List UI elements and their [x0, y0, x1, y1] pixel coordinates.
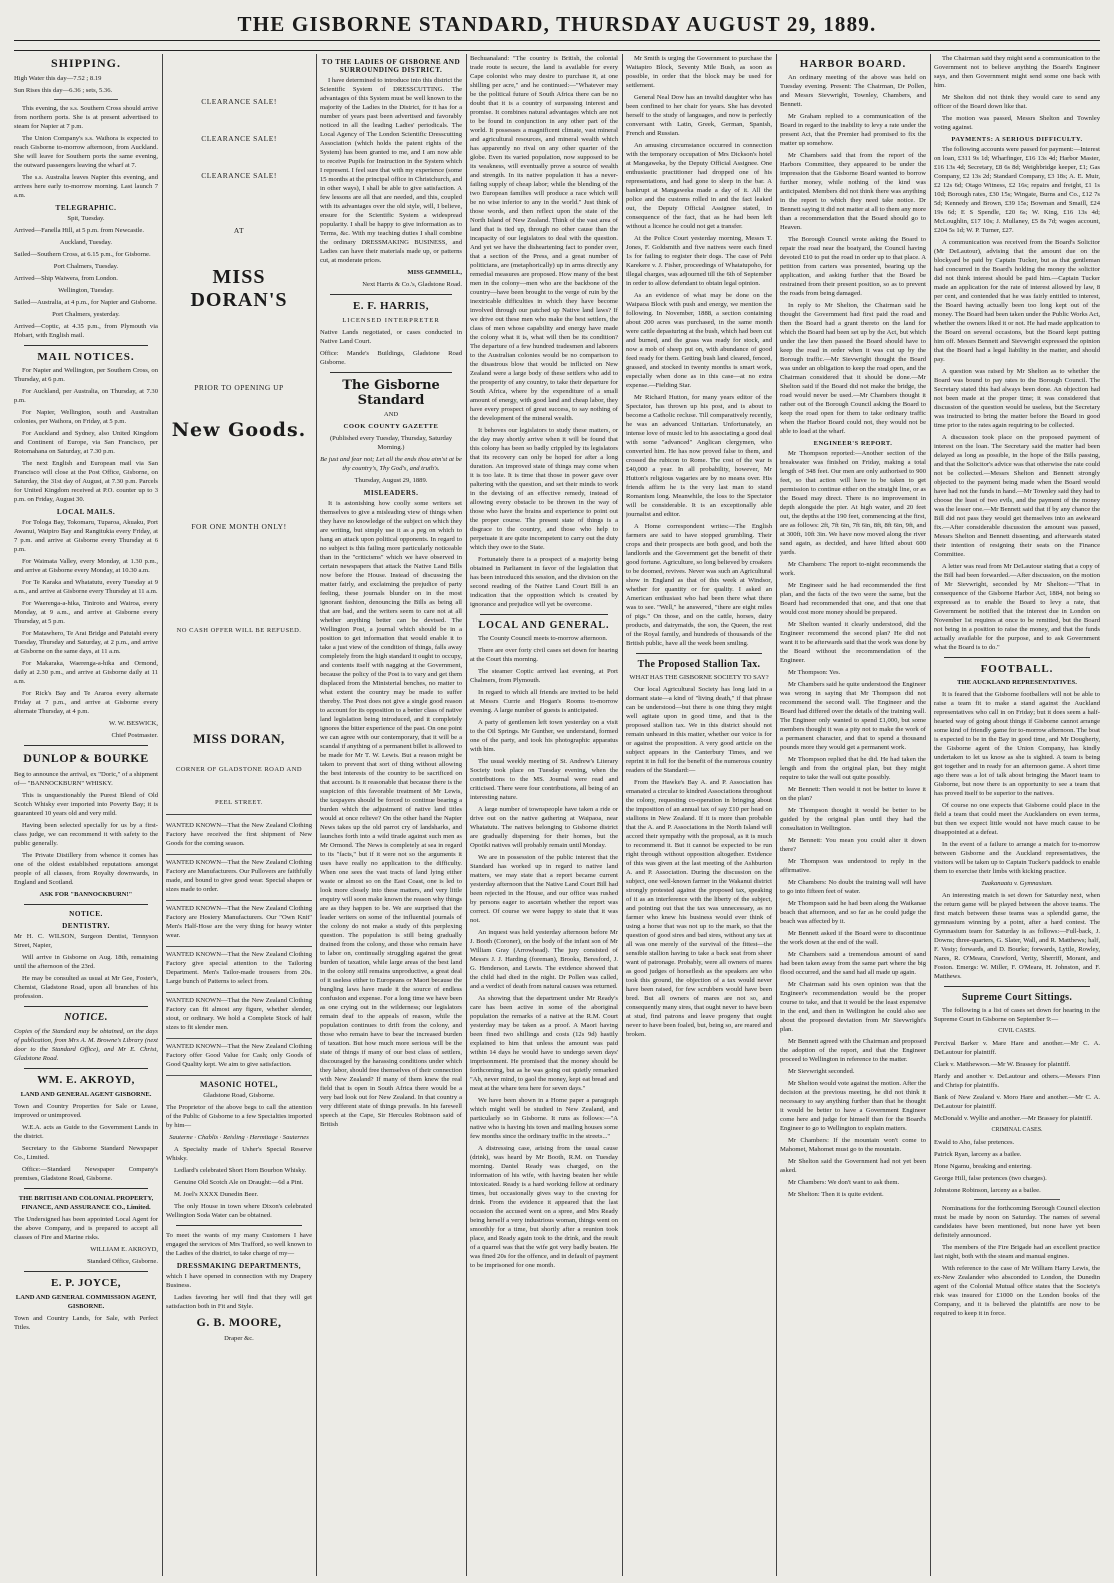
divider — [24, 745, 148, 746]
criminal-cases-heading: CRIMINAL CASES. — [991, 1127, 1043, 1133]
harbor-para: Mr Chambers: If the mountain won't come to Mahomet, Mahomet must go to the mountain. — [780, 1137, 926, 1153]
masonic-para: Genuine Old Scotch Ale on Draught:—6d a Pint. — [174, 1179, 304, 1186]
miss-doran-title: MISS DORAN'S — [190, 266, 288, 311]
telegraphic-item: Arrived—Fanella Hill, at 5 p.m. from Newcastle. — [14, 227, 145, 234]
divider — [944, 657, 1090, 658]
akroyd-para: W.E.A. acts as Guide to the Government Lands in the district. — [14, 1124, 158, 1140]
masonic-address: Gladstone Road, Gisborne. — [203, 1092, 275, 1099]
clothing-ad — [166, 993, 312, 1039]
criminal-case: Patrick Ryan, larceny as a bailee. — [934, 1151, 1022, 1158]
akroyd-heading: WM. E. AKROYD, — [37, 1074, 135, 1086]
dress-para: To meet the wants of my many Customers I have engaged the services of Mrs Trafford, so well known to the Ladies of the district, to take charge of my— — [166, 1232, 312, 1257]
peel-text: PEEL STREET. — [215, 799, 263, 806]
dressmaking-heading: DRESSMAKING DEPARTMENTS, — [176, 1262, 302, 1270]
standard-masthead-date: Thursday, August 29, 1889. — [354, 477, 428, 484]
harbor-para: Mr Engineer said he had recommended the first plan, and the facts of the two were the same, but the Board had recommended that one, and that one that would cost more money should be prepared. — [780, 582, 926, 616]
local-mails-heading: LOCAL MAILS. — [56, 508, 116, 516]
standard-masthead-and: AND — [383, 411, 399, 418]
harbor-para: Mr Graham replied to a communication of the Board in regard to the inability to levy a rate under the present Act, that the Premier had promised to fix the matter up somehow. — [780, 113, 926, 147]
column-divider — [622, 54, 623, 1576]
divider — [24, 345, 148, 346]
copies-para: Copies of the Standard may be obtained, on the days of publication, from Mrs A. M. Browne's Library (next door to the Standard Office), and Mr E. Christ, Gladstone Road. — [14, 1028, 158, 1062]
tide-sun: Sun Rises this day—6.36 ; sets, 5.36. — [14, 87, 113, 94]
football-para: It is feared that the Gisborne footballers will not be able to raise a team fit to make a stand against the Auckland representatives who call in on Friday; but it does seem a half-hearted way of going about things if Gisborne cannot arrange some kind of friendly game for to-morrow afternoon. The boat is expected to be in the Bay in good time, and Mr Dougherty, the Gisborne agent of the Union Company, has kindly undertaken to let us know as she is sighted. A team is being got together and in ready for an afternoon game. A short time ago there was a lot of talk about bringing the Maori team to Gisborne, but now there is an opportunity to see a team that has proved itself to be superior to the natives. — [934, 691, 1100, 797]
gymnasium-para: An interesting match is set down for Saturday next, when the return game will be played between the above teams. The first match between these teams was a splendid game, the gymnasium winning by a point, after a hard contest. The Gymnasium team for Saturday is as follows:—Full-back, J. Downs; three-quarters, G. Slater, Wall, and R. Matthews; half, F. Vesty; forwards, and D. Bourke; forwards, Lyttle, Rowley, Nares, R. O'Meara, Crawford, Verity, Sherriff, Morant, and Foston. Emergs: W. Miller, F. O'Meara, H. Johnston, and F. Matthews. — [934, 892, 1100, 980]
dunlop-para: This is unquestionably the Purest Blend of Old Scotch Whisky ever imported into Poverty Bay; it is guaranteed 10 years old and very mild. — [14, 792, 158, 817]
akroyd-para: Secretary to the Gisborne Standard Newspaper Co., Limited. — [14, 1145, 158, 1161]
local-general-heading: LOCAL AND GENERAL. — [478, 620, 610, 631]
harbor-para: Mr Chambers said he quite understood the Engineer was wrong in saying that Mr Thompson did not recommend the second wall. The Engineer and the Board had differed over the details of the training wall. The Engineer only wanted to spend £1,000, but some members thought it was a pity not to make the work of a permanent character, and that to spend a thousand pounds more they would get a permanent work. — [780, 681, 926, 751]
divider — [24, 1068, 148, 1069]
masonic-para: A Specialty made of Usher's Special Reserve Whisky. — [166, 1146, 312, 1162]
local-mail-para: For Rick's Bay and Te Araroa every alternate Friday at 7 p.m., and arrive at Gisborne every alternate Thursday, at 4 p.m. — [14, 690, 158, 715]
harbor-para: Mr Thompson said he had been along the Waikanae beach that afternoon, and so far as he could judge the beach was affected by it. — [780, 900, 926, 925]
divider — [330, 294, 452, 295]
one-month-text: FOR ONE MONTH ONLY! — [191, 522, 287, 531]
local-item: As showing that the department under Mr Ready's care has been active in some of the aboriginal population the remarks of a native at the R.M. Court yesterday may be taken as a proof. A Maori having been fined two shillings and costs (12s 9d) hastily explained to him that unless the amount was paid within 14 days he would have to undergo seven days' imprisonment. He promised that the money should be forthcoming, but as he was going out quietly remarked "Ah, never mind, to gaol the money, kept eat bread and meat at the whare tera here for seven days." — [470, 995, 618, 1092]
stallion-para: From the Hawke's Bay A. and P. Association has emanated a circular to kindred Associations throughout the colony, requesting co-operation in bringing about the imposition of an annual tax of say £10 per head on stallions in New Zealand. If it is more than probable that the A. and P. Associations in the North Island will accord their sympathy with the proposal, as it is much to recommend it. But it cannot be expected to be run right through without opposition altogether. Evidence of this was given at the last meeting of the Ashburton A. and P. Association. During the discussion on the subject, one well-known farmer in the Wakanui district strongly protested against the proposed tax, speaking of it as an interference with the liberty of the subject, and pointing out that the tax was unnecessary, as no farmer who knew his business would ever think of using a horse that was not up to the mark, so that the question of good sires and bad sires, without any tax at all was one merely of the survival of the fittest—the sensible stallion having to take a back seat from sheer want of patronage. Probably, were all owners of mares as good judges of horseflesh as the speakers are who took this ground, the objection of a tax would never have been raised, for few scrubbers would have been bred. But all owners of mares are not so, and consequently many sires, that ought never to have been at stud, find patrons and leave progeny that ought never to have been foaled, but, being so, are reared and broken. — [626, 779, 772, 1038]
wilson-para: Mr H. C. WILSON, Surgeon Dentist, Tennyson Street, Napier, — [14, 933, 158, 949]
mail-para: The next English and European mail via San Francisco will close at the Post Office, Gisborne, on Saturday, the 31st day of August, at 7.30 p.m. Parcels for United Kingdom received at P.O. counter up to 3 p.m. on Friday, August 30. — [14, 460, 158, 503]
harbor-para: Mr Shelton wanted it clearly understood, did the Engineer recommend the second plan? He did not want it to be afterwards said that the work was done by the Board without the recommendation of the Engineer. — [780, 621, 926, 664]
bnc-heading: THE BRITISH AND COLONIAL PROPERTY, FINANCE, AND ASSURANCE CO., Limited. — [18, 1195, 154, 1211]
telegraphic-item: Sailed—Australia, at 4 p.m., for Napier and Gisborne. — [14, 299, 157, 306]
column-4 — [470, 54, 618, 1574]
clothing-ad — [166, 901, 312, 947]
harbor-board-heading: HARBOR BOARD. — [799, 58, 907, 70]
standard-masthead-motto: Be just and fear not; Let all the ends thou aim'st at be thy country's, Thy God's, and truth's. — [320, 456, 462, 472]
tide-high: High Water this day—7.52 ; 8.19 — [14, 75, 102, 82]
court-case: McDonald v. Wyllie and another.—Mr Brassey for plaintiff. — [934, 1115, 1093, 1122]
harbor-para: Mr Chambers: No doubt the training wall will have to go into fifteen feet of water. — [780, 879, 926, 895]
dunlop-para: The Private Distillery from whence it comes has one of the oldest established reputations amongst people of all classes, from Royalty downwards, in England and Scotland. — [14, 852, 158, 886]
harbor-cont-para: The Chairman said they might send a communication to the Government not to believe anything the Board's Engineer says, and then Government might send some one back with him. — [934, 55, 1100, 89]
shipping-para: The s.s. Australia leaves Napier this evening, and arrives here early to-morrow morning. Last launch 7 a.m. — [14, 174, 158, 199]
divider — [24, 1006, 148, 1007]
telegraphic-item: Arrived—Coptic, at 4.35 p.m., from Plymouth via Hobart, with English mail. — [14, 323, 158, 339]
news-para: A Home correspondent writes:—The English farmers are said to have stopped grumbling. Their crops and their prospects are both good, and both the landlords and the Government get the benefit of their good fortune. Agriculture, so long believed by croakers to be doomed, revives. Never was such an Agricultural show in England as that of this week at Windsor, whether for quantity or for quality. I asked an American enthusiast who had been there what there was to see. "Well," he answered, "there are eight miles of pigs." On those, and on the cattle, horses, dairy products, and dairymaids, the son, the Queen, the rest of the Royal family, and hundreds of thousands of the British public, have all the week been smiling. — [626, 523, 772, 647]
divider — [24, 1271, 148, 1272]
harbor-para: Mr Chairman said his own opinion was that the Engineer's recommendation would be the proper course to take, and that it would be the least expensive in the end, and then in Wellington he could also see about the proposed deviation from Mr Sievwright's plan. — [780, 981, 926, 1033]
dress-para: which I have opened in connection with my Drapery Business. — [166, 1273, 312, 1289]
column-divider — [316, 54, 317, 1576]
mail-para: For Napier and Wellington, per Southern Cross, on Thursday, at 6 p.m. — [14, 367, 158, 383]
column-7 — [934, 54, 1100, 1574]
shipping-para: This evening, the s.s. Southern Cross should arrive from northern ports. She is at present advertised to steam for Napier at 7 p.m. — [14, 105, 158, 130]
dentistry-heading: DENTISTRY. — [62, 922, 110, 930]
harbor-para: Mr Chambers said a tremendous amount of sand had been taken away from the same part where the big flood occurred, and the sand had all made up again. — [780, 951, 926, 976]
article-para: Fortunately there is a prospect of a majority being obtained in Parliament in favor of the legislation that has been introduced this session, and the division on the second reading of the Native Land Court Bill is an indication that the opposition which is created by ignorance and prejudice will yet be overcome. — [470, 556, 618, 608]
shipping-heading: SHIPPING. — [50, 56, 121, 70]
divider — [636, 653, 762, 654]
criminal-case: Johnstone Robinson, larceny as a bailee. — [934, 1187, 1041, 1194]
harbor-para: Mr Chambers: We don't want to ask them. — [788, 1179, 900, 1186]
local-item: A party of gentlemen left town yesterday on a visit to the Oil Springs. Mr Gunther, we understand, formed one of the party, and took his photographic apparatus with him. — [470, 719, 618, 753]
news-para: Mr Smith is urging the Government to purchase the Waitapiro Block, Seventy Mile Bush, as soon as possible, in order that the block may be used for settlement. — [626, 55, 772, 89]
payments-para: A question was raised by Mr Shelton as to whether the Board was bound to pay rates to the Borough Council. The Secretary stated this had always been done. An objection had not been made at the proper time; it was considered that discussion of the question would be useless, but the Secretary was instructed to bring the matter before the Board in good time prior to the rates again requiring to be collected. — [934, 368, 1100, 429]
harris-para: Office: Mande's Buildings, Gladstone Road Gisborne. — [320, 350, 462, 366]
civil-cases-heading: CIVIL CASES. — [998, 1028, 1036, 1034]
news-para: Nominations for the forthcoming Borough Council election must be made by noon on Saturday. The names of several candidates have been mentioned, but none have yet been definitely announced. — [934, 1205, 1100, 1239]
harbor-para: Mr Chambers: The report to-night recommends the work. — [780, 561, 926, 577]
clothing-ad — [166, 1039, 312, 1076]
harbor-para: Mr Shelton: Then it is quite evident. — [788, 1191, 884, 1198]
column-6 — [780, 54, 926, 1574]
harbor-para: Mr Shelton said the Government had not yet been asked. — [780, 1158, 926, 1174]
clearance-sale: CLEARANCE SALE! — [201, 134, 277, 143]
harbor-cont-para: Mr Shelton did not think they would care to send any officer of the Board down like that. — [934, 94, 1100, 110]
clothing-ad-text: WANTED KNOWN—That the New Zealand Clothing Factory have received the first shipment of New Goods for the coming season. — [166, 822, 312, 847]
news-para: The members of the Fire Brigade had an excellent practice last night, both with the steam and manual engines. — [934, 1244, 1100, 1260]
harris-para: Native Lands negotiated, or cases conducted in Native Land Court. — [320, 329, 462, 345]
akroyd-para: Town and Country Properties for Sale or Lease, improved or unimproved. — [14, 1103, 158, 1119]
news-para: At the Police Court yesterday morning, Messrs T. Jones, F. Goldsmith and five natives were each fined 1s for failing to register their dogs. The case of Pehi Karekere v. J. Fisher, proceedings of Whatatupoho, for illegal charges, was adjourned till the 6th of September in order to allow defendant to obtain legal opinion. — [626, 235, 772, 287]
masonic-para: Ledlard's celebrated Short Horn Bourbon Whisky. — [174, 1167, 307, 1174]
divider — [176, 1225, 302, 1226]
harbor-para: In reply to Mr Shelton, the Chairman said he thought the Government had first paid the road and then the Board had a grant thereto on the land for which the Board had been set up by the Act, but which under the law then passed the Board should have to keep the road in order when it was cut up by the Borough traffic.—Mr Sievwright thought the Board was under an obligation to keep the road open, and the Chairman considered that it should be done.—Mr Shelton said if the Board did not make the bridge, the road would never be used.—Mr Chambers thought it rather out of the Borough Council asking the Board to keep the road open for them to take ordinary traffic when the Harbor Board could not, they would not be able to load at the wharf. — [780, 302, 926, 435]
harbor-para: Mr Bennett agreed with the Chairman and proposed the adoption of the report, and that the Engineer proceed to Wellington in reference to the matter. — [780, 1038, 926, 1063]
standard-masthead-title: The Gisborne Standard — [342, 378, 440, 408]
masonic-heading: MASONIC HOTEL, — [199, 1080, 279, 1089]
football-para: In the event of a failure to arrange a match for to-morrow between Gisborne and the Auckland representatives, the visitors will be taken up to Captain Tucker's paddock to enable them to exercise their limbs with kicking practice. — [934, 841, 1100, 875]
masthead-rule-top — [14, 40, 1100, 41]
ladies-heading: TO THE LADIES OF GISBORNE AND SURROUNDING DISTRICT. — [321, 58, 461, 74]
local-item: We have been shown in a Home paper a paragraph which might well be studied in New Zealand, and particularly so in Gisborne. It runs as follows:—"A native who is having his town and mailing houses some few months since the ordinary traffic in the streets..." — [470, 1097, 618, 1140]
akroyd-sub: LAND AND GENERAL AGENT GISBORNE. — [20, 1091, 152, 1098]
misleaders-para: It is astonishing how coolly some writers set themselves to give a misleading view of things when they have no knowledge of the subject on which they are writing, but simply use it as a peg on which to hang an attack upon political opponents. In regard to no subject is this failing more particularly noticeable than in the "criticisms" which we have observed in certain newspapers that attack the Native Land Bills now before the House. Instead of discussing the matter fairly, and exclaiming the prejudice of party feeling, these journals blunder on in the most ignorant fashion, denouncing the Bills as being all that are bad, and the writers seem to care not at all whether anything better can be devised. The Wellington Post, a journal which should be in a position to get information that would enable it to take a just view of the condition of things, falls away completely from the high standard it ought to occupy, and contents itself with nagging at the Government, because the policy of the Post is to vary and get them displaced from the Ministerial benches, no matter to what extent the country may be made to suffer thereby. The Post does not give a single good reason to account for its opposition to a better class of native land legislation being introduced, and it completely ignores the bitter experience of the past. On one point we can agree with our contemporary, that it will be a scandal if anything of a permanent billet is allowed to be made for Mr T. W. Lewis. But a reason might be taken to prevent that sort of thing without allowing the best interests of the country to be sacrificed on that account. Is it reasonable that because there is the suspicion of this favorable treatment of Mr Lewis, the taxpayers should be forced to continue bearing a burden which the adjustment of native land titles would at once relieve? On the other hand the Napier News takes up the old parrot cry of landsharks, and launches forth into a wild tirade against such men as Mr Ormond. The News is completely at sea in regard to its "facts," but if it were not so the arguments it uses have really no application to the difficulty. When one sees the vast tracts of land lying either waste or almost so on the East Coast, one is led to look more closely into these matters, and very little enquiry will soon make known the reason why things are as they happen to be. We are surprised that the leader writers on some of the influential journals of the colony do not make a study of this perplexing question. The population is still being gradually drained from the colony, and those who remain have to labor on, continually struggling against the great burden of taxation, while large areas of the best land in the colony still remains unproductive, a great deal of it useless either to Europeans or Maori because the bungling laws have made it the source of endless confusion and expense. For a long time we have been as one crying out in the wilderness; our legislators remain deaf to the appeals of reason, while the population continues to drift from the colony, and those who remain have to bear the increased burden of taxation. But how much more serious will be the state of things if many of our best class of settlers, discouraged by the harassing conditions under which they labor, should free themselves of their connection with New Zealand? If many of them knew the real field that is open in South Africa there would be a very bad look out for New Zealand. In that country a very different state of things prevails. In his farewell speech at the Cape, Sir Hercules Robinson said of British — [320, 500, 462, 1128]
corner-text: CORNER OF GLADSTONE ROAD AND — [175, 766, 303, 773]
local-mail-para: For Te Karaka and Whatatutu, every Tuesday at 9 a.m., and arrive at Gisborne every Thursday at 11 a.m. — [14, 579, 158, 595]
clothing-ad — [166, 818, 312, 855]
local-item: In regard to which all friends are invited to be held at Messrs Currie and Hogan's Rooms to-morrow evening. A large number of guests is anticipated. — [470, 689, 618, 714]
telegraphic-place: Auckland, Tuesday. — [59, 239, 113, 246]
column-2-lower — [166, 818, 312, 1574]
harbor-para: Mr Thompson was understood to reply in the affirmative. — [780, 858, 926, 874]
wilson-para: He may be consulted as usual at Mr Gee, Foster's, Chemist, Gladstone Road, upon all branches of his profession. — [14, 975, 158, 1000]
mail-para: For Auckland, per Australia, on Thursday, at 7.30 p.m. — [14, 388, 158, 404]
divider — [480, 614, 608, 615]
misleaders-heading: MISLEADERS. — [363, 489, 419, 497]
shipping-para: The Union Company's s.s. Waihora is expected to reach Gisborne to-morrow afternoon, from Auckland. She will leave for Southern ports the same evening, the outward passengers leaving the wharf at 7. — [14, 135, 158, 169]
local-mail-para: For Waerenga-a-hika, Tiniroto and Wairoa, every Monday, at 9 a.m., and arrive at Gisborne every Thursday, at 5 p.m. — [14, 600, 158, 625]
telegraphic-place: Wellington, Tuesday. — [58, 287, 114, 294]
harbor-para: The Borough Council wrote asking the Board to repair the road near the boatyard, the Council having devoted £10 to put the road in order up to that place. A petition from carters was presented, bearing up the application, and asking further that the Board be restrained from their present position, so as to prevent the roads from being damaged. — [780, 236, 926, 297]
notice2-heading: NOTICE. — [64, 1012, 108, 1023]
divider — [944, 986, 1090, 987]
criminal-case: Hone Ngamu, breaking and entering. — [934, 1163, 1032, 1170]
dunlop-para: Beg to announce the arrival, ex "Doric," of a shipment of— "BANNOCKBURN" WHISKY. — [14, 771, 158, 787]
harris-heading: E. F. HARRIS, — [352, 300, 430, 312]
clothing-ad — [166, 947, 312, 993]
standard-masthead-sub: COOK COUNTY GAZETTE — [343, 423, 439, 430]
local-mail-para: For Waimata Valley, every Monday, at 1.30 p.m., and arrive at Gisborne every Monday, at 10.30 a.m. — [14, 558, 158, 574]
mail-para: For Napier, Wellington, south and Australian colonies, per Waihora, on Friday, at 5 p.m. — [14, 409, 158, 425]
clearance-sale: CLEARANCE SALE! — [201, 97, 277, 106]
harbor-para: Mr Thompson thought it would be better to be guided by the original plan until they had the consultation in Wellington. — [780, 807, 926, 832]
telegraphic-heading: TELEGRAPHIC. — [55, 204, 117, 212]
gemmell-name: MISS GEMMELL, — [407, 269, 462, 276]
harris-sub: LICENSED INTERPRETER — [342, 317, 440, 324]
bnc-signature: Standard Office, Gisborne. — [87, 1258, 158, 1265]
local-item: We are in possession of the public interest that the Standard has worked up in regard to native land matters, we may state that a report became current yesterday afternoon that the Native Land Court Bill had been rejected in the House, and our office was rushed by persons eager to ascertain whether the report was correct. Of course we were happy to state that it was not. — [470, 854, 618, 924]
telegraphic-place: Port Chalmers, yesterday. — [52, 311, 120, 318]
payments-para: A letter was read from Mr DeLautour stating that a copy of the Bill had been forwarded.—After discussion, on the motion of Mr Sievwright, seconded by Mr Shelton:—"That in consequence of the Gisborne Harbor Act, 1884, not being so expressed as to enable the Board to levy a rate, that Government be notified that the interest due in London on November 1st requires at once to be remitted, but the Board not being in a position to raise the money, and that the funds actually available for the purpose, and to ask Government what the Board is to do." — [934, 563, 1100, 651]
football-para: Of course no one expects that Gisborne could place in the field a team that could meet the Aucklanders on even terms, but then we expect little would not have much cause to be disappointed at a defeat. — [934, 802, 1100, 836]
joyce-sub: LAND AND GENERAL COMMISSION AGENT, GISBORNE. — [15, 1294, 157, 1310]
harbor-para: Mr Shelton would vote against the motion. After the decision at the previous meeting, he did not think it necessary to say anything further than that he thought it would be better to have a Government Engineer come here and judge for himself than for the Board's Engineer to go to Wellington to explain matters. — [780, 1080, 926, 1132]
news-para: An amusing circumstance occurred in connection with the temporary occupation of Mrs Dickson's hotel at Mangaweka, by the Deputy Official Assignee. One enthusiastic practitioner had dropped one of his representations, and had gone to sleep in the bar. A bankrupt at Mangaweka made a day of it. All the police and the customs rolled in and the fact leaked out, the Deputy Official Assignee stated, in consequence of the fact, that as he had been left without a licence he could not get a transfer. — [626, 142, 772, 230]
local-item: The steamer Coptic arrived last evening, at Port Chalmers, from Plymouth. — [470, 668, 618, 684]
harbor-para: Mr Chambers said that from the report of the Harbors Committee, they appeared to be under the impression that the Gisborne Board wanted to borrow further money, while nothing of the kind was anticipated. Members did not think there was anything in the report to which they need take notice. Dr Bennett saying it did not matter at all to them any more than a recommendation that the Board should go to Heaven. — [780, 152, 926, 231]
local-mail-para: For Tologa Bay, Tokomaru, Tuparoa, Akuaku, Port Awanui, Waipiro Bay and Rangitukia every Friday, at 7 p.m. and arrive at Gisborne every Thursday at 6 p.m. — [14, 519, 158, 553]
harbor-para: Mr Bennett: You mean you could alter it down there? — [780, 837, 926, 853]
mail-notices-heading: MAIL NOTICES. — [37, 351, 135, 363]
article-para: Bechuanaland: "The country is British, the colonial trade route is secure, the land is available for every Cape colonist who may desire to purchase it, at one shilling per acre," and he continued:—"Whatever may be the political future of South Africa there can be no doubt that it is a country of surpassing interest and promise. It combines natural advantages which are not to be found in conjunction in any other part of the world. It possesses a magnificent climate, vast mineral and agricultural resources, and mineral wealth which has apparently no rival on any other quarter of the globe. Even its varied population, now supposed to be its weakness, will eventually prove a source of wealth and strength. In its native population it has a never-failing supply of cheap labor; while the blending of the two European families will produce a race which will be no wise inferior to any in the world." Just think of those words, and then reflect upon the state of the North Island of New Zealand. Think of the vast area of land that is tied up, through no other cause than the incapacity of our legislators to deal with the question. And yet we have the disheartening fact to ponder over, that a section of the Press, and a great number of politicians, are (metaphorically) up in arms directly any remedial measures are proposed. How many of the best men in the colony—men who are the backbone of the country—have been brought to the verge of ruin by the inextricable difficulties in which they have become involved through our patched up Native land laws? If we drive out these men who make the best settlers, the class of men whose capability and energy have made the colony what it is, what will then be its condition? The departure of a few hundred tradesmen and laborers to the Australian colonies would be no comparison to the disastrous blow that would be inflicted on New Zealand were a large body of these settlers who add to the prosperity of any country, to take their departure for South Africa, where by the expenditure of a small amount of energy, with good land and cheap labor, they have every prospect of great success, to say nothing of the development of the mineral wealth. — [470, 55, 618, 422]
local-item: A large number of townspeople have taken a ride or drive out on the native gathering at Waipaoa, near Whatatutu. The natives belonging to Gisborne district are gradually dispersing for their homes, but the Opotiki natives will probably remain until Monday. — [470, 806, 618, 849]
divider — [330, 372, 452, 373]
moore-heading: G. B. MOORE, — [196, 1315, 282, 1329]
local-item: The usual weekly meeting of St. Andrew's Literary Society took place on Tuesday evening, when the contributions to the MS. Journal were read and criticised. There were four contributions, all being of an interesting nature. — [470, 758, 618, 801]
ladies-para: I have determined to introduce into this district the Scientific System of DRESSCUTTING. The advantages of this System must be well known to the majority of the Ladies in the District, for it has for a number of years past been advertised and favorably noticed in all the leading Ladies' periodicals. The Local Agency of The London Scientific Dresscutting Association (which holds the patent rights of the System) has been granted to me, and I am now able to receive Pupils for Instruction in the System which I represent. I feel sure that with my experience (some 15 months at the principal office in Christchurch, and in other ways), I shall be able to give satisfaction. A few lessons are all that are needed, and this, coupled with its advantages over the old style, will, I believe, ensure for the Scientific System a widespread popularity. I shall be happy to give information as to Terms, &c. With my teaching duties I shall combine the ordinary DRESSMAKING BUSINESS, and Ladies can have their materials made up, or patterns cut, at moderate prices. — [320, 77, 462, 264]
stallion-tax-heading: The Proposed Stallion Tax. — [637, 659, 761, 670]
prior-text: PRIOR TO OPENING UP — [194, 383, 284, 392]
gemmell-address: Next Harris & Co.'s, Gladstone Road. — [362, 281, 462, 288]
harbor-para: Mr Thompson replied that he did. He had taken the length and from the original plan, but they might require to take the wall out quite possibly. — [780, 756, 926, 781]
local-mail-para: For Matawhero, Te Arai Bridge and Patutahi every Tuesday, Thursday and Saturday, at 2 p.m., and arrive at Gisborne on the same days, at 11 a.m. — [14, 630, 158, 655]
masonic-list: Sauterne · Chablis · Reisling · Hermitage · Sauternes — [169, 1134, 309, 1141]
divider — [24, 1188, 148, 1189]
standard-masthead-pub: (Published every Tuesday, Thursday, Saturday Morning.) — [329, 435, 453, 451]
stallion-tax-sub: WHAT HAS THE GISBORNE SOCIETY TO SAY? — [629, 674, 769, 681]
column-divider — [466, 54, 467, 1576]
harbor-para: Mr Thompson reported:—Another section of the breakwater was finished on Friday, making a total length of 348 feet. Our men are only authorised to 900 feet, so that action will have to be taken to get permission to continue either on the straight line, or as the Board may direct. There is no improvement in depth alongside the pier. At high water, and 20 feet out, the depths at the 190 feet, commencing at the first, are as follows: 2ft, 7ft 6in, 7ft 6in, 8ft, 8ft 6in, 9ft, and at 300ft, 10ft 3in. We have now moved along the river sand again, as decided, and have lifted about 600 yards. — [780, 450, 926, 556]
masonic-para: The only House in town where Dixon's celebrated Wellington Soda Water can be obtained. — [166, 1203, 312, 1219]
stallion-para: Our local Agricultural Society has long laid in a dormant state—a kind of "living death," if that phrase can be understood—but there is one thing they might well agitate upon in good time, and that is the proposed stallion tax. We in this district should not remain unheard in this matter, whether our voice is for or against the proposition. A very good article on the subject appears in the Canterbury Times, and we reprint it in full for the benefit of the numerous country readers of the Standard:— — [626, 686, 772, 774]
engineer-report-heading: ENGINEER'S REPORT. — [813, 440, 893, 447]
new-goods-title: New Goods. — [171, 419, 307, 441]
news-para: With reference to the case of Mr William Harry Lewis, the ex-New Zealander who absconded to London, the Dunedin agent of the Colonial Mutual office states that the Society's risk was insured for £1000 on the London books of the Company, and it is believed the plaintiffs are now to be required to keep it in force. — [934, 1265, 1100, 1317]
divider — [54, 99, 118, 100]
supreme-court-para: The following is a list of cases set down for hearing in the Supreme Court in Gisborne on September 9:— — [934, 1007, 1100, 1023]
miss-doran-name: MISS DORAN, — [193, 731, 285, 746]
dunlop-heading: DUNLOP & BOURKE — [23, 751, 149, 765]
local-item: An inquest was held yesterday afternoon before Mr J. Booth (Coroner), on the body of the infant son of Mr William Gray (Arrowhead). The jury consisted of Messrs J. J. Harding (foreman), Brooks, Beresford, J. G. Henderson, and Lewis. The evidence showed that the child had died in the night. Dr Pollen was called, and a verdict of death from natural causes was returned. — [470, 929, 618, 990]
court-case: Hardy and another v. DeLautour and others.—Messrs Finn and Chrisp for plaintiffs. — [934, 1073, 1100, 1089]
harbor-para: Mr Thompson: Yes. — [788, 669, 841, 676]
telegraphic-item: Arrived—Ship Waiwera, from London. — [14, 275, 118, 282]
clothing-ad-text: WANTED KNOWN—That the New Zealand Clothing Factory give special attention to the Tailoring Department. Men's Tailor-made trousers from 20s. Large bunch of Patterns to select from. — [166, 951, 312, 985]
dress-para: Ladies favoring her will find that they will get satisfaction both in Fit and Style. — [166, 1294, 312, 1310]
bnc-para: The Undersigned has been appointed Local Agent for the above Company, and is prepared to accept all classes of Fire and Marine risks. — [14, 1216, 158, 1241]
news-para: General Neal Dow has an invalid daughter who has been confined to her chair for years. She has devoted herself to the study of languages, and now is perfectly conversant with Latin, Greek, German, Spanish, French and Russian. — [626, 94, 772, 137]
column-divider — [162, 54, 163, 1576]
telegraphic-place: Spit, Tuesday. — [67, 215, 105, 222]
clothing-ad — [166, 855, 312, 901]
divider — [974, 1199, 1060, 1200]
payments-para: The following accounts were passed for payment:—Interest on loan, £311 9s 1d; Wharfinger, £16 13s 4d; Harbor Master, £16 13s 4d; Secretary, £8 6s 8d; Weighbridge keeper, £1; Gas Company, £2 13s 2d; Standard Company, £3 18s; A. E. Muir, £2 12s 6d; Otago Witness, £2 16s; repairs and freight, £1 1s 10d; Borough rates, £30 15s; Wingate, Burns and Co., £12 7s 5d; Kennedy and Brown, £39 15s; Bowman and Smaill, £24 19s 6d; E S Spendle, £20 6s; W. King, £16 13s 4d; McLoughlin, £17 10s; J. Mullaney, £5 8s 7d; wages account, £204 5s 1d; W. P. Turner, £27. — [934, 146, 1100, 234]
harbor-para: Mr Bennett asked if the Board were to discontinue the work down at the end of the wall. — [780, 930, 926, 946]
akroyd-para: Office:—Standard Newspaper Company's premises, Gladstone Road, Gisborne. — [14, 1166, 158, 1182]
harbor-para: Mr Sievwright seconded. — [788, 1068, 855, 1075]
court-case: Percival Barker v. Mare Hare and another.—Mr C. A. DeLautour for plaintiff. — [934, 1040, 1100, 1056]
moore-sub: Draper &c. — [224, 1335, 254, 1342]
article-para: It behoves our legislators to study these matters, or the day may shortly arrive when it will be found that this colony has been so badly crippled by its legislators that its recovery can only be hoped for after a long duration. An improved state of things may come when it is too late. It is time that those in power gave over paltering with the question, and set their minds to work in the devising of an effective remedy, instead of allowing every obstacle to be thrown in the way of those who have the brains and experience to point out the proper course. The present state of things is a disgrace to the country, and those who help to perpetuate it are quite incompetent to carry out the duty which they owe to the State. — [470, 427, 618, 551]
dunlop-ask: ASK FOR "BANNOCKBURN!" — [39, 891, 133, 898]
supreme-court-heading: Supreme Court Sittings. — [961, 992, 1073, 1003]
bnc-signature: WILLIAM E. AKROYD, — [90, 1246, 158, 1253]
criminal-case: George Hill, false pretences (two charges). — [934, 1175, 1047, 1182]
clothing-ad-text: WANTED KNOWN—That the New Zealand Clothing Factory are Manufacturers. Our Pullovers are faithfully made, and bound to give good wear. Special shapes or sizes made to order. — [166, 859, 312, 893]
gymnasium-heading: Tuakanaatu v. Gymnasium. — [981, 880, 1053, 887]
masthead: THE GISBORNE STANDARD, THURSDAY AUGUST 29, 1889. — [237, 12, 877, 36]
column-1 — [14, 54, 158, 1574]
postmaster-name: W. W. BESWICK, — [108, 720, 158, 727]
payments-para: A communication was received from the Board's Solicitor (Mr DeLautour), advising that the amount due on the blockyard be paid by Captain Tucker, but as that gentleman had concurred in the Board's holding the money the solicitor did not think interest should be paid him.—Captain Tucker made an application for the rate of interest allowed by law, 8 per cent, and contended that he was fairly entitled to interest, the Board having actually been too long kept out of the money. The Board had been taken under the Public Works Act, whether the owners liked it or not. He had made application to the Board on several occasions, but the Board kept putting him off. Messrs Bennett and Sievwright expressed the opinion that the Board had a legal liability in the matter, and should pay. — [934, 239, 1100, 363]
clothing-ad-text: WANTED KNOWN—That the New Zealand Clothing Factory offer Good Value for Cash; only Goods of Good Quality kept. We aim to give satisfaction. — [166, 1043, 312, 1068]
clothing-ad-text: WANTED KNOWN—That the New Zealand Clothing Factory are Hosiery Manufacturers. Our "Own Knit" Men's Half-Hose are the very thing for heavy winter wear. — [166, 905, 312, 939]
divider — [24, 904, 148, 905]
postmaster-title: Chief Postmaster. — [111, 732, 158, 739]
joyce-heading: E. P. JOYCE, — [50, 1277, 122, 1289]
notice-heading: NOTICE. — [69, 910, 103, 918]
court-case: Bank of New Zealand v. Moro Hare and another.—Mr C. A. DeLautour for plaintiff. — [934, 1094, 1100, 1110]
local-item: The County Council meets to-morrow afternoon. — [478, 635, 608, 642]
payments-heading: PAYMENTS: A SERIOUS DIFFICULTY. — [951, 136, 1083, 143]
masthead-rule-bottom — [14, 50, 1100, 51]
payments-para: A discussion took place on the proposed payment of interest on the loan. The Secretary said the matter had been delayed as long as possible, in the hope of the Bills passing, and that the Solicitor's advice was that otherwise the rate could not be collected.—Messrs Shelton and Bennett strongly objected to the payment being made when the Board would have had not the funds in hand.—Mr Townley said they had to choose the least of two evils, and the payment of the money was the lesser one.—Mr Bennett said that if by any chance the Bill did not pass they would get themselves into an awkward fix.—After considerable discussion the amount was passed, Messrs Shelton and Bennett dissenting, and afterwards stated their intention of resigning their seats on the Finance Committee. — [934, 434, 1100, 558]
football-heading: FOOTBALL. — [980, 663, 1054, 675]
local-mail-para: For Makaraka, Waerenga-a-hika and Ormond, daily at 2.30 p.m., and arrive at Gisborne daily at 11 a.m. — [14, 660, 158, 685]
masonic-para: The Proprietor of the above begs to call the attention of the Public of Gisborne to a few Specialties imported by him— — [166, 1104, 312, 1129]
local-item: A distressing case, arising from the usual cause (drink), was heard by Mr Booth, R.M. on Tuesday morning. Daniel Ready was charged, on the information of his wife, with having beaten her while intoxicated. Ready is a hard working fellow at ordinary times, but occasionally gives way to the craving for drink. From the evidence it appeared that the last occasion the accused went on a spree, and Mrs Ready being herself a very industrious woman, things went on smoothly for a time, but shortly after a reunion took place, and Ready again took to the drink, and the result of a quarrel was that the wife got very badly beaten. He was fined 20s for the offence, and in default of payment to be imprisoned for one month. — [470, 1145, 618, 1269]
local-item: There are over forty civil cases set down for hearing at the Court this morning. — [470, 647, 618, 663]
football-sub: THE AUCKLAND REPRESENTATIVES. — [957, 679, 1077, 686]
harbor-para: An ordinary meeting of the above was held on Tuesday evening. Present: The Chairman, Dr Pollen, and Messrs Sievwright, Townley, Chambers, and Bennett. — [780, 74, 926, 108]
masonic-para: M. Joel's XXXX Dunedin Beer. — [174, 1191, 258, 1198]
at-text: AT — [233, 226, 245, 235]
column-3 — [320, 54, 462, 1574]
news-para: As an evidence of what may be done on the Waipaoa Block with push and energy, we mention the following. In November, 1888, a section containing about 200 acres was purchased, in the same month were cattle depasturing at the bush, which had been cut and burned, and the grass was ready for stock, and now a mob of sheep put on, with abundance of good feed ready for them. Getting bush land cleared, fenced, grassed, and stocked in twenty months is smart work, especially when done as in this case—at no extra expense.—Fielding Star. — [626, 292, 772, 389]
column-divider — [930, 54, 931, 1576]
dunlop-para: Having been selected specially for us by a first-class judge, we can recommend it with safety to the public generally. — [14, 822, 158, 847]
court-case: Clark v. Matthewson.—Mr W. Brassey for plaintiff. — [934, 1061, 1071, 1068]
telegraphic-item: Sailed—Southern Cross, at 6.15 p.m., for Gisborne. — [14, 251, 151, 258]
column-divider — [776, 54, 777, 1576]
column-5 — [626, 54, 772, 1574]
harbor-cont-para: The motion was passed, Messrs Shelton and Townley voting against. — [934, 115, 1100, 131]
harbor-para: Mr Bennett: Then would it not be better to leave it on the plan? — [780, 786, 926, 802]
clearance-sale: CLEARANCE SALE! — [201, 171, 277, 180]
news-para: Mr Richard Hutton, for many years editor of the Spectator, has thrown up his post, and is about to become a Catholic recluse. Till comparatively recently, he was an advanced Unitarian. Unfortunately, an intense love of music led to his associating a good deal with some "advanced" Anglican clergymen, who converted him. He has now proved false to them, and crossed the rubicon to Rome. The cost of the war is £40,000 a year. In all probability, however, Mr Hutton's religious vagaries are by no means over. His friends affirm he is the very last man to stand Romanism long. Meanwhile, the loss to the Spectator will be considerable. It is an exceptionally able journalist and editor. — [626, 394, 772, 518]
wilson-para: Will arrive in Gisborne on Aug. 18th, remaining until the afternoon of the 23rd. — [14, 954, 158, 970]
criminal-case: Ewald to Aho, false pretences. — [934, 1139, 1015, 1146]
column-2-advert — [166, 54, 312, 815]
clothing-ad-text: WANTED KNOWN—That the New Zealand Clothing Factory can fit almost any figure, whether slender, stout, or ordinary. We hold a Complete Stock of half sizes to fit slender men. — [166, 997, 312, 1031]
mail-para: For Auckland and Sydney, also United Kingdom and Continent of Europe, via San Francisco, per Rotomahana on Saturday, at 7.30 p.m. — [14, 430, 158, 455]
no-cash-text: NO CASH OFFER WILL BE REFUSED. — [176, 627, 302, 634]
joyce-para: Town and Country Lands, for Sale, with Perfect Titles. — [14, 1315, 158, 1331]
telegraphic-place: Port Chalmers, Tuesday. — [53, 263, 119, 270]
